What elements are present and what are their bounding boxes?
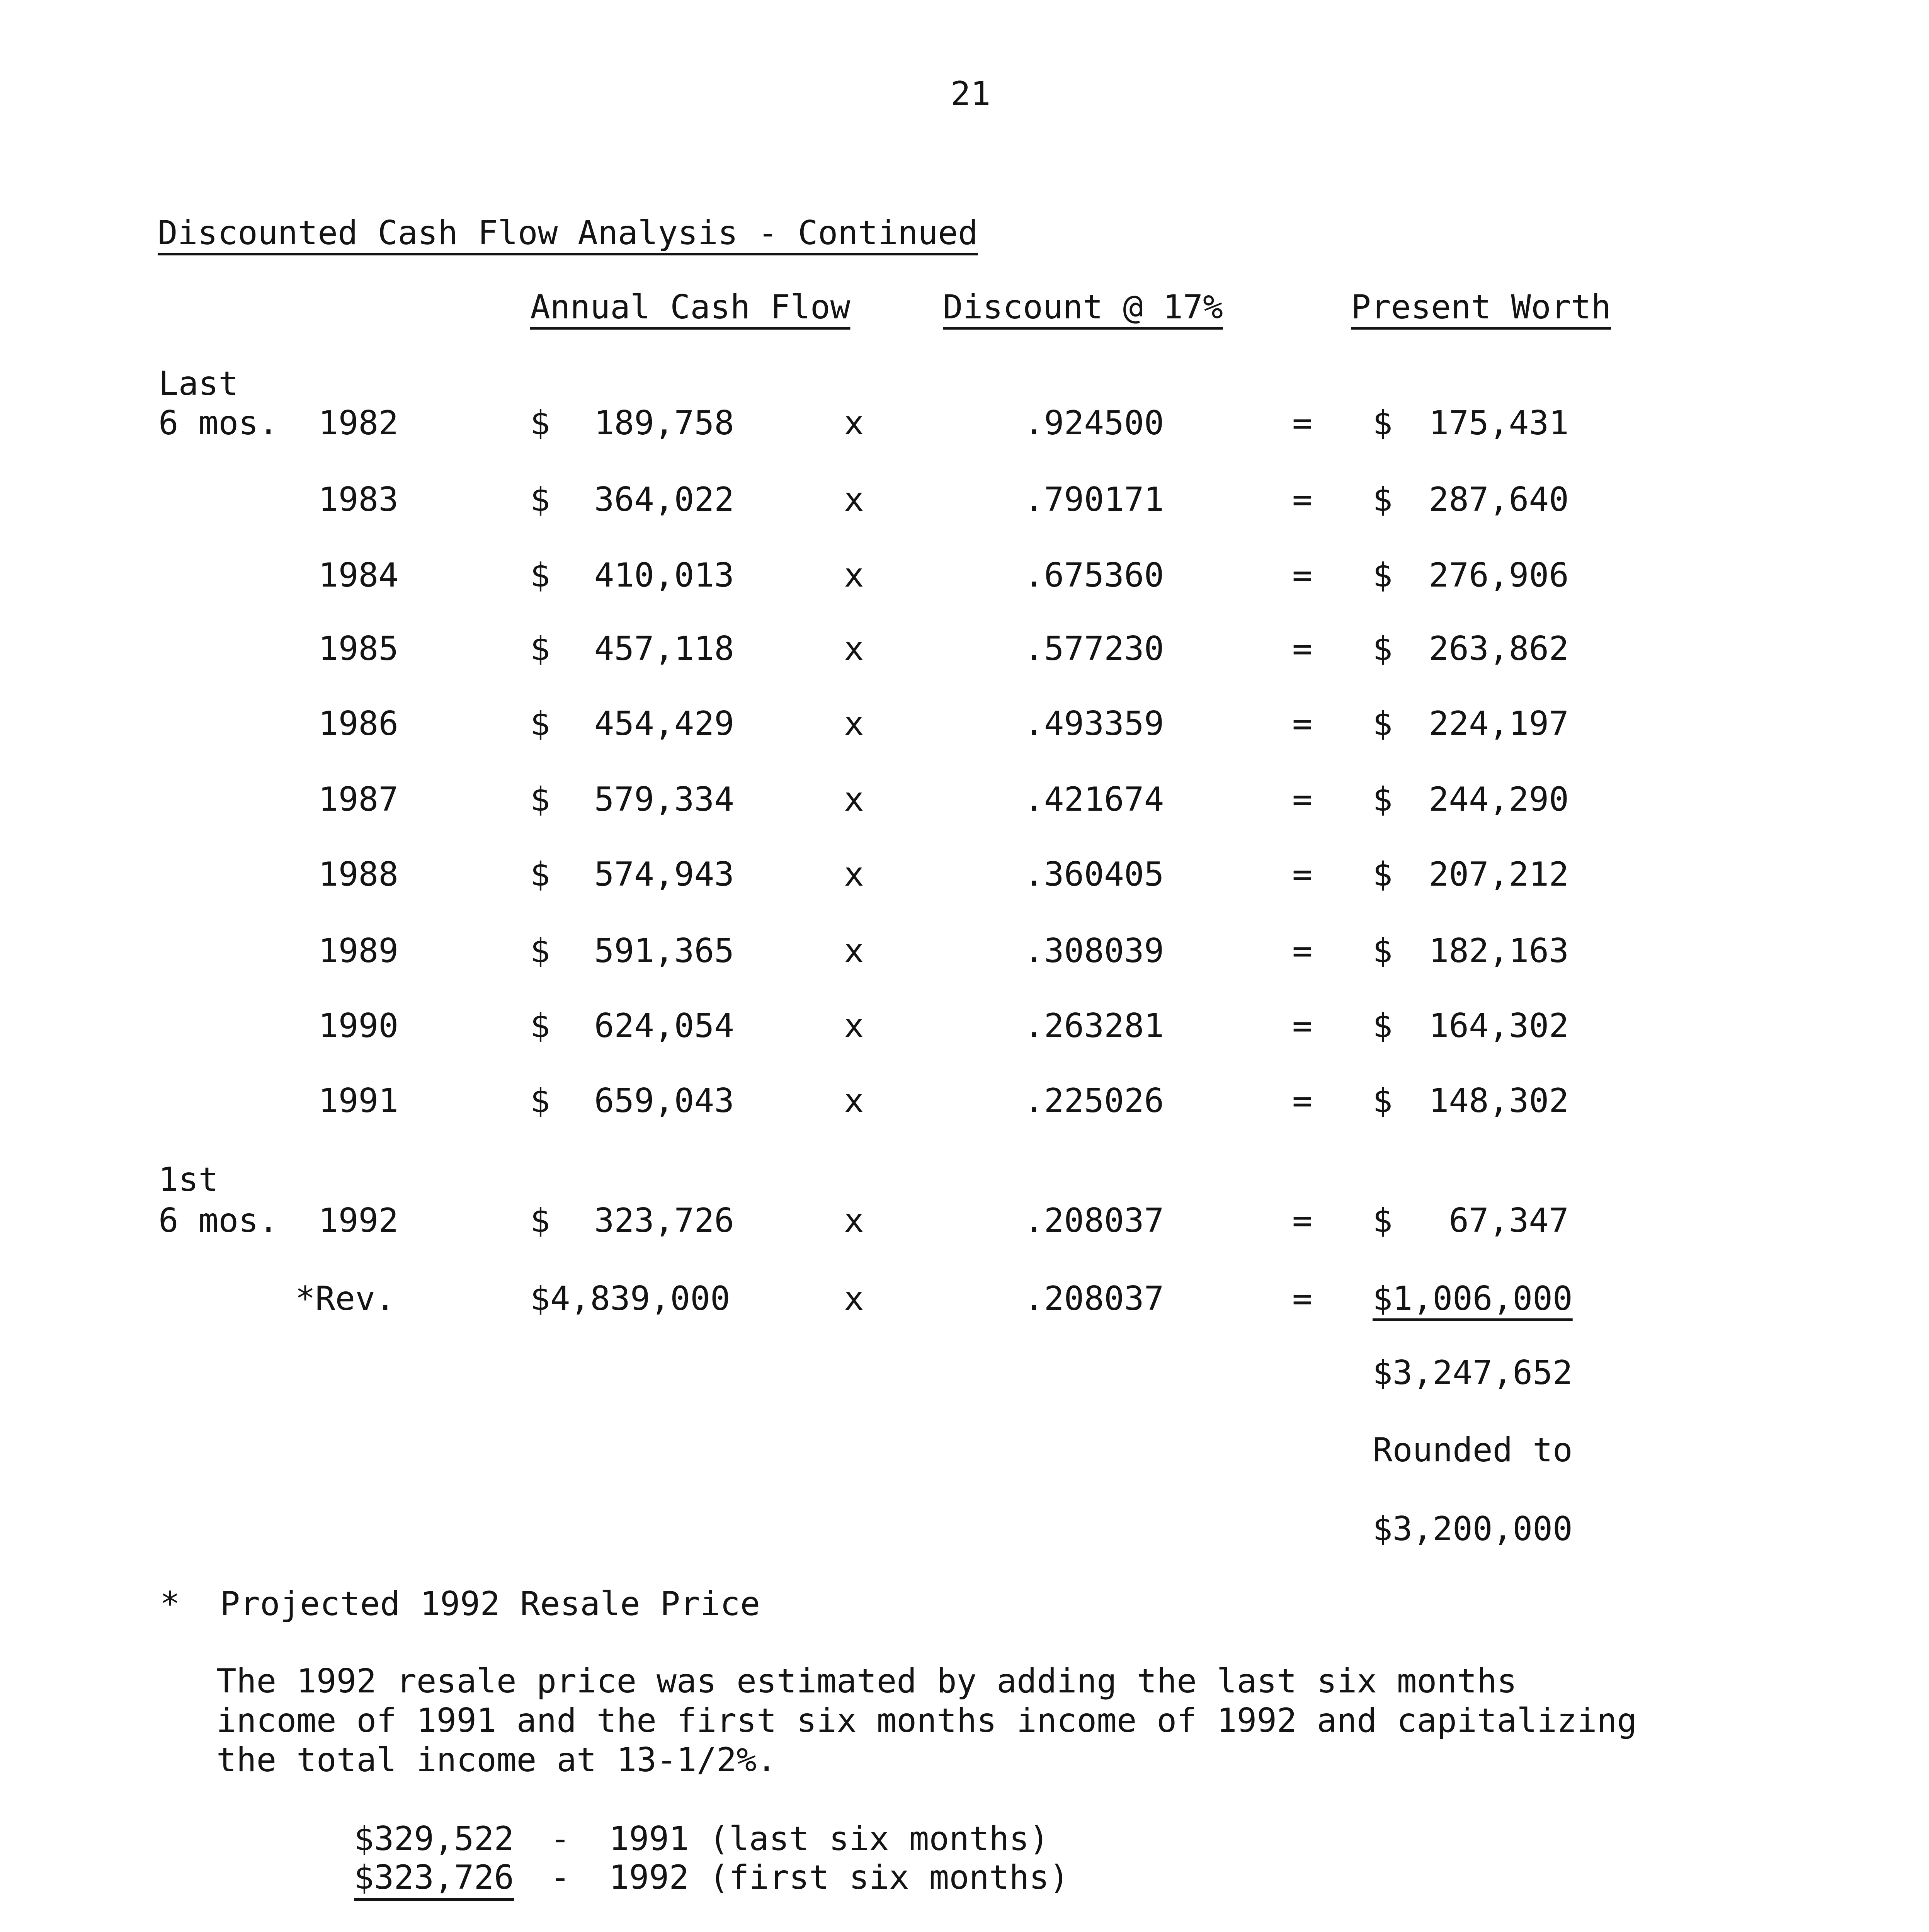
row-factor: .263281 — [1024, 1007, 1164, 1045]
row-equals: = — [1292, 855, 1312, 894]
row-equals: = — [1292, 1279, 1312, 1318]
row-present-worth: $1,006,000 — [1373, 1279, 1573, 1318]
row-year: 1983 — [318, 480, 399, 519]
row-present-worth: 207,212 — [1429, 855, 1569, 894]
row-times: x — [844, 556, 864, 595]
row-factor: .924500 — [1024, 404, 1164, 442]
footnote-title: * Projected 1992 Resale Price — [160, 1585, 760, 1623]
row-amount: 659,043 — [594, 1082, 734, 1120]
row-dollar: $ — [530, 556, 550, 595]
row-present-worth: 164,302 — [1429, 1007, 1569, 1045]
row-pw-dollar: $ — [1373, 1201, 1393, 1240]
row-amount: 591,365 — [594, 932, 734, 970]
row-equals: = — [1292, 704, 1312, 743]
row-dollar: $ — [530, 780, 550, 819]
row-times: x — [844, 780, 864, 819]
total-present-worth: $3,247,652 — [1373, 1354, 1573, 1392]
row-amount: 410,013 — [594, 556, 734, 595]
row-pw-dollar: $ — [1373, 1007, 1393, 1045]
row-equals: = — [1292, 404, 1312, 442]
row-times: x — [844, 1082, 864, 1120]
row-times: x — [844, 629, 864, 668]
row-amount: 574,943 — [594, 855, 734, 894]
rounded-label: Rounded to — [1373, 1431, 1573, 1469]
header-annual-cash-flow: Annual Cash Flow — [530, 288, 851, 327]
row-factor: .790171 — [1024, 480, 1164, 519]
row-pw-dollar: $ — [1373, 855, 1393, 894]
row-times: x — [844, 1201, 864, 1240]
row-times: x — [844, 1279, 864, 1318]
row-amount: 579,334 — [594, 780, 734, 819]
footnote-line: income of 1991 and the first six months income of 1992 and capitalizing — [216, 1701, 1637, 1740]
row-times: x — [844, 704, 864, 743]
row-pw-dollar: $ — [1373, 556, 1393, 595]
row-present-worth: 148,302 — [1429, 1082, 1569, 1120]
row-present-worth: 175,431 — [1429, 404, 1569, 442]
row-year: 1987 — [318, 780, 399, 819]
row-equals: = — [1292, 629, 1312, 668]
row-equals: = — [1292, 1007, 1312, 1045]
row-pw-dollar: $ — [1373, 932, 1393, 970]
calc-amount: $323,726 — [354, 1861, 514, 1901]
row-present-worth: 263,862 — [1429, 629, 1569, 668]
row-times: x — [844, 932, 864, 970]
row-factor: .225026 — [1024, 1082, 1164, 1120]
header-discount: Discount @ 17% — [943, 288, 1223, 327]
footnote-line: The 1992 resale price was estimated by adding the last six months — [216, 1662, 1517, 1701]
row-factor: .208037 — [1024, 1279, 1164, 1318]
row-year: 1992 — [318, 1201, 399, 1240]
row-dollar: $ — [530, 404, 550, 442]
row-equals: = — [1292, 556, 1312, 595]
row-pw-dollar: $ — [1373, 704, 1393, 743]
header-present-worth: Present Worth — [1351, 288, 1611, 327]
row-times: x — [844, 1007, 864, 1045]
row-present-worth: 182,163 — [1429, 932, 1569, 970]
footnote-line: the total income at 13-1/2%. — [216, 1741, 777, 1779]
row-dollar: $ — [530, 932, 550, 970]
row-dollar: $ — [530, 704, 550, 743]
row-present-worth: 67,347 — [1449, 1201, 1569, 1240]
row-year: *Rev. — [295, 1279, 395, 1318]
row-amount: 189,758 — [594, 404, 734, 442]
calc-dash: - — [550, 1820, 570, 1858]
row-factor: .308039 — [1024, 932, 1164, 970]
row-dollar: $ — [530, 629, 550, 668]
row-factor: .421674 — [1024, 780, 1164, 819]
row-amount: 624,054 — [594, 1007, 734, 1045]
row-dollar: $ — [530, 855, 550, 894]
calc-amount: $329,522 — [354, 1820, 514, 1858]
row-pw-dollar: $ — [1373, 780, 1393, 819]
row-pw-dollar: $ — [1373, 404, 1393, 442]
row-year: 1988 — [318, 855, 399, 894]
row-label-top: 1st — [158, 1160, 219, 1199]
row-factor: .675360 — [1024, 556, 1164, 595]
row-label-top: Last — [158, 364, 239, 403]
row-amount: $4,839,000 — [530, 1279, 730, 1318]
row-year: 1985 — [318, 629, 399, 668]
row-factor: .577230 — [1024, 629, 1164, 668]
row-year: 1991 — [318, 1082, 399, 1120]
row-year: 1990 — [318, 1007, 399, 1045]
row-equals: = — [1292, 1082, 1312, 1120]
row-factor: .360405 — [1024, 855, 1164, 894]
row-factor: .493359 — [1024, 704, 1164, 743]
row-dollar: $ — [530, 480, 550, 519]
rounded-value: $3,200,000 — [1373, 1510, 1573, 1548]
page-title: Discounted Cash Flow Analysis - Continued — [158, 214, 978, 252]
row-equals: = — [1292, 780, 1312, 819]
calc-dash: - — [550, 1858, 570, 1897]
row-dollar: $ — [530, 1007, 550, 1045]
row-amount: 457,118 — [594, 629, 734, 668]
row-factor: .208037 — [1024, 1201, 1164, 1240]
row-present-worth: 224,197 — [1429, 704, 1569, 743]
row-times: x — [844, 404, 864, 442]
row-label: 6 mos. — [158, 1201, 279, 1240]
row-pw-dollar: $ — [1373, 629, 1393, 668]
row-year: 1986 — [318, 704, 399, 743]
row-label: 6 mos. — [158, 404, 279, 442]
row-equals: = — [1292, 932, 1312, 970]
row-year: 1984 — [318, 556, 399, 595]
row-year: 1989 — [318, 932, 399, 970]
row-pw-dollar: $ — [1373, 1082, 1393, 1120]
row-times: x — [844, 480, 864, 519]
page-number: 21 — [951, 75, 991, 113]
row-dollar: $ — [530, 1201, 550, 1240]
row-dollar: $ — [530, 1082, 550, 1120]
calc-desc: 1992 (first six months) — [609, 1858, 1069, 1897]
row-equals: = — [1292, 1201, 1312, 1240]
row-present-worth: 287,640 — [1429, 480, 1569, 519]
calc-desc: 1991 (last six months) — [609, 1820, 1050, 1858]
row-year: 1982 — [318, 404, 399, 442]
row-pw-dollar: $ — [1373, 480, 1393, 519]
row-amount: 364,022 — [594, 480, 734, 519]
row-times: x — [844, 855, 864, 894]
row-equals: = — [1292, 480, 1312, 519]
row-amount: 454,429 — [594, 704, 734, 743]
row-present-worth: 244,290 — [1429, 780, 1569, 819]
row-amount: 323,726 — [594, 1201, 734, 1240]
row-present-worth: 276,906 — [1429, 556, 1569, 595]
